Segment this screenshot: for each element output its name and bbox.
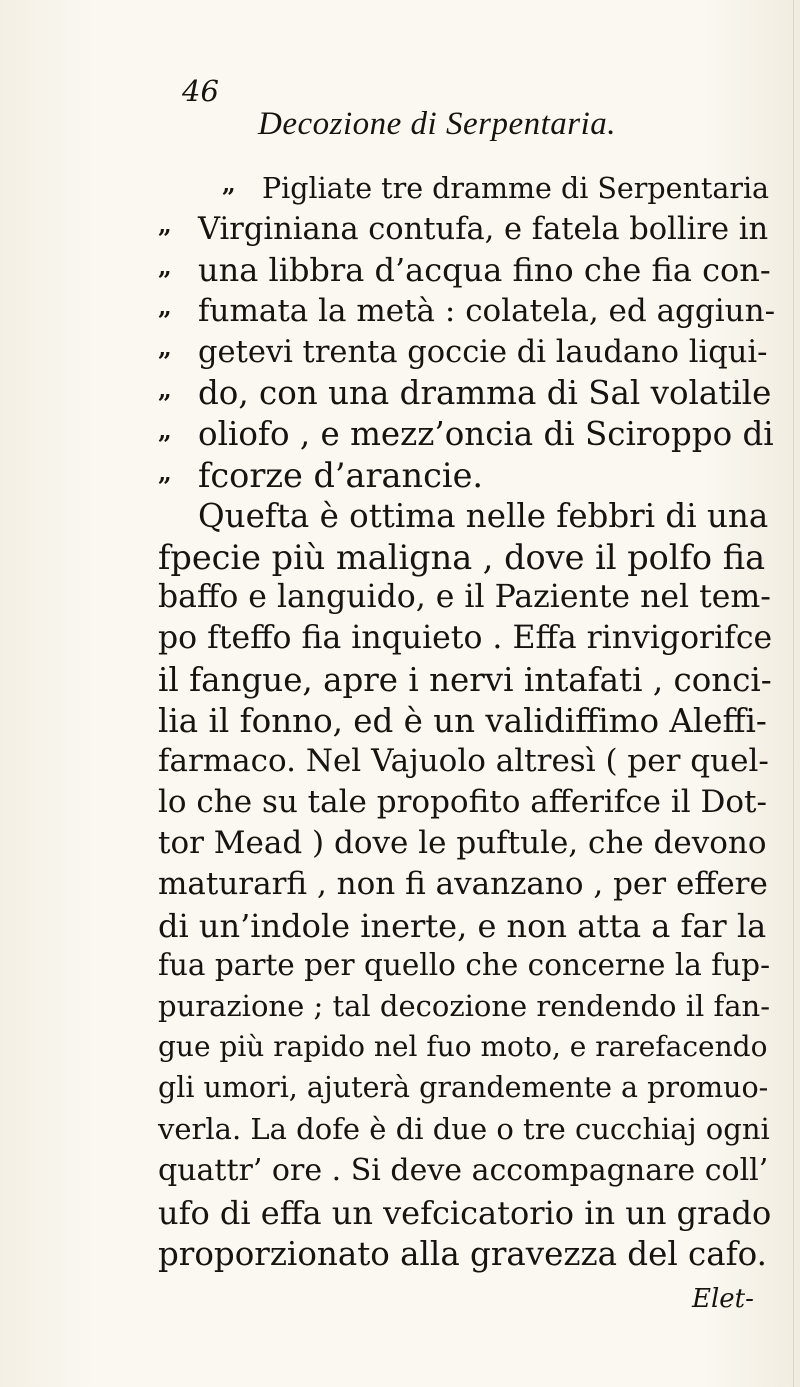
body-line: fpecie più maligna , dove il polfo fia [158,538,766,577]
recipe-line-text: getevi trenta goccie di laudano liqui- [198,335,768,370]
page-edge [793,0,794,1387]
recipe-line [222,169,770,205]
recipe-line [158,333,768,370]
body-line: farmaco. Nel Vajuolo altresì ( per quel- [158,743,769,779]
recipe-line [158,251,771,289]
body-line: tor Mead ) dove le puftule, che devono [158,825,767,861]
recipe-line-text: Pigliate tre dramme di Serpentaria [262,172,770,205]
page-number: 46 [182,74,219,108]
body-line: Quefta è ottima nelle febbri di una [198,497,769,535]
body-line: di un’indole inerte, e non atta a far la [158,907,767,945]
recipe-line [158,415,774,453]
quote-mark: „ [158,375,172,404]
body-line: po fteffo fia inquieto . Effa rinvigorifce [158,620,773,656]
quote-mark: „ [158,252,172,281]
recipe-line-text: oliofo , e mezz’oncia di Sciroppo di [198,415,774,453]
body-line: verla. La dofe è di due o tre cucchiaj ogni [158,1112,770,1146]
body-line: gli umori, ajuterà grandemente a promuo- [158,1071,769,1104]
body-line: fua parte per quello che concerne la fup- [158,948,771,982]
recipe-line-text: Virginiana contufa, e fatela bollire in [198,212,769,247]
recipe-line [158,456,484,495]
quote-mark: „ [158,333,172,362]
quote-mark: „ [222,169,236,198]
body-line: ufo di effa un vefcicatorio in un grado [158,1194,772,1232]
quote-mark: „ [158,210,172,239]
recipe-line-text: do, con una dramma di Sal volatile [198,374,772,412]
quote-mark: „ [158,292,172,321]
recipe-line-text: una libbra d’acqua fino che fia con- [198,251,771,289]
body-line: maturarfi , non fi avanzano , per effere [158,866,768,902]
running-head: Decozione di Serpentaria. [258,106,617,142]
body-line: gue più rapido nel fuo moto, e rarefacendo [158,1030,768,1063]
recipe-line [158,374,772,412]
body-line: quattr’ ore . Si deve accompagnare coll’ [158,1153,769,1188]
body-line: proporzionato alla gravezza del cafo. [158,1235,767,1273]
quote-mark: „ [158,458,172,487]
body-line: il fangue, apre i nervi intafati , conci- [158,661,772,699]
recipe-line [158,210,769,247]
quote-mark: „ [158,416,172,445]
body-line: lo che su tale propofito afferifce il Dot- [158,784,767,820]
recipe-line [158,292,776,329]
body-line: purazione ; tal decozione rendendo il fan- [158,989,771,1023]
recipe-line-text: fumata la metà : colatela, ed aggiun- [198,293,776,329]
catchword: Elet- [692,1284,754,1314]
body-line: baffo e languido, e il Paziente nel tem- [158,579,771,615]
recipe-line-text: fcorze d’arancie. [198,456,484,495]
body-line: lia il fonno, ed è un validiffimo Aleffi- [158,702,767,740]
